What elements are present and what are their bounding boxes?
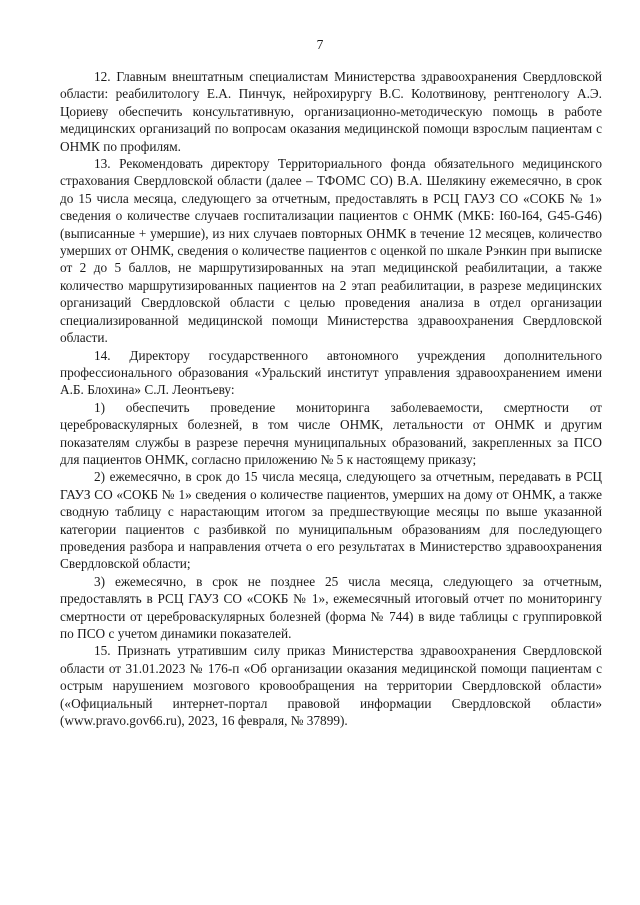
document-body (60, 68, 602, 729)
paragraph-item-14-1: 1) обеспечить проведение мониторинга заболеваемости, смертности от цереброваскулярных болезней, в том числе ОНМК, летальности от ОНМК и другим показателям службы в разрезе перечня муниципальных образований, закрепленных за ПСО для пациентов ОНМК, согласно приложению № 5 к настоящему приказу; (60, 399, 602, 467)
paragraph-item-15: 15. Признать утратившим силу приказ Министерства здравоохранения Свердловской области от 31.01.2023 № 176-п «Об организации оказания медицинской помощи пациентам с острым нарушением мозгового кровообращения на территории Свердловской области» («Официальный интернет-портал правовой информации Свердловской области» (www.pravo.gov66.ru), 2023, 16 февраля, № 37899). (60, 643, 602, 729)
paragraph-item-14: 14. Директору государственного автономного учреждения дополнительного профессионального образования «Уральский институт управления здравоохранением имени А.Б. Блохина» С.Л. Леонтьеву: (60, 347, 602, 398)
paragraph-item-14-3: 3) ежемесячно, в срок не позднее 25 числа месяца, следующего за отчетным, предоставлять в РСЦ ГАУЗ СО «СОКБ № 1», ежемесячный итоговый отчет по мониторингу смертности от цереброваскулярных болезней (форма № 744) в виде таблицы с группировкой по ПСО с учетом динамики показателей. (60, 573, 602, 641)
paragraph-item-13: 13. Рекомендовать директору Территориального фонда обязательного медицинского страхования Свердловской области (далее – ТФОМС СО) В.А. Шелякину ежемесячно, в срок до 15 числа месяца, следующего за отчетным, предоставлять в РСЦ ГАУЗ СО «СОКБ № 1» сведения о количестве случаев госпитализации пациентов с ОНМК (МКБ: I60-I64, G45-G46) (выписанные + умершие), из них случаев повторных ОНМК в течение 12 месяцев, количество умерших от ОНМК, сведения о количестве пациентов с оценкой по шкале Рэнкин при выписке от 2 до 5 баллов, не маршрутизированных на этап медицинской реабилитации, а также количество маршрутизированных пациентов на 2 этап реабилитации, в разрезе медицинских организаций Свердловской области с целью проведения анализа в отдел организации специализированной медицинской помощи Министерства здравоохранения Свердловской области. (60, 156, 602, 346)
page-number: 7 (316, 37, 324, 52)
paragraph-item-14-2: 2) ежемесячно, в срок до 15 числа месяца, следующего за отчетным, передавать в РСЦ ГАУЗ СО «СОКБ № 1» сведения о количестве пациентов, умерших на дому от ОНМК, а также сводную таблицу с нарастающим итогом за предшествующие месяцы по выше указанной категории пациентов с разбивкой по муниципальным образованиям для последующего проведения разбора и направления отчета о его результатах в Министерство здравоохранения Свердловской области; (60, 469, 602, 572)
paragraph-item-12: 12. Главным внештатным специалистам Министерства здравоохранения Свердловской области: реабилитологу Е.А. Пинчук, нейрохирургу В.С. Колотвинову, рентгенологу А.Э. Цориеву обеспечить консультативную, организационно-методическую помощь в работе медицинских организаций по вопросам оказания медицинской помощи взрослым пациентам с ОНМК по профилям. (60, 69, 602, 154)
